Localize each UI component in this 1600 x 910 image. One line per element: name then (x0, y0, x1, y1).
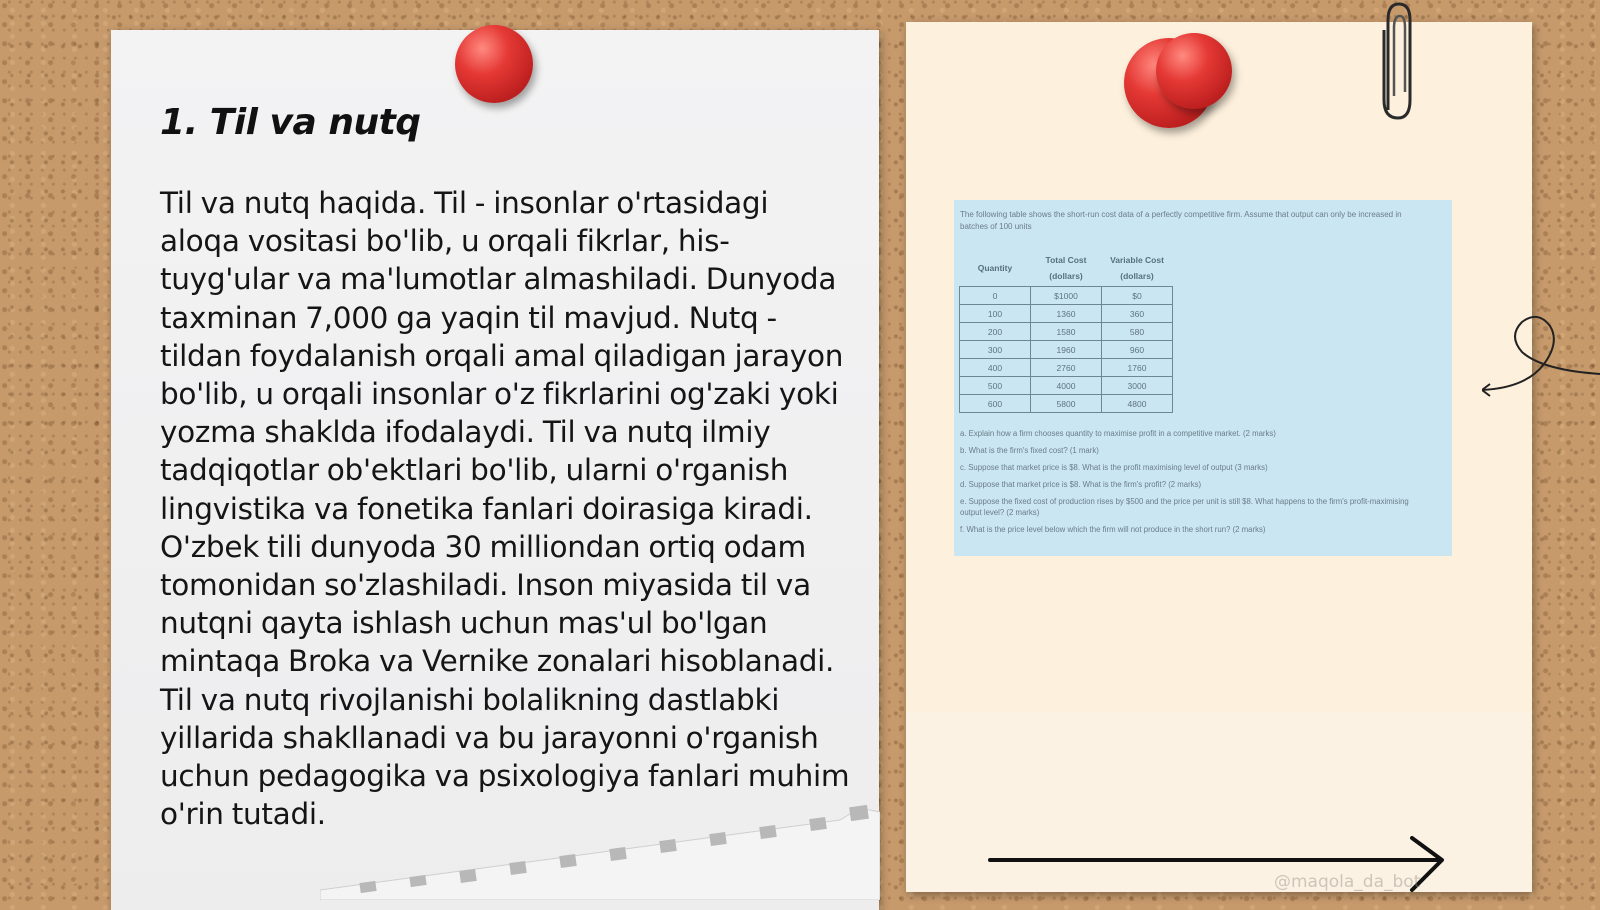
table-row: 300 1960 960 (960, 341, 1173, 359)
table-row: 0 $1000 $0 (960, 287, 1173, 305)
table-header-quantity: Quantity (977, 263, 1013, 273)
note-title: 1. Til va nutq (160, 102, 421, 143)
table-row: 600 5800 4800 (960, 395, 1173, 413)
question-c: c. Suppose that market price is $8. What is the profit maximising level of output (3 marks) (960, 463, 1268, 472)
question-d: d. Suppose that market price is $8. What is the firm's profit? (2 marks) (960, 480, 1202, 489)
red-pushpin-left-icon (455, 25, 533, 103)
table-header-total-cost: Total Cost (dollars) (1045, 255, 1087, 281)
table-row: 200 1580 580 (960, 323, 1173, 341)
cost-table (959, 250, 1173, 413)
loop-arrow-doodle-icon (1482, 310, 1600, 410)
watermark-text: @maqola_da_bot (1274, 872, 1421, 892)
question-b: b. What is the firm's fixed cost? (1 mark) (960, 446, 1099, 455)
table-row: 100 1360 360 (960, 305, 1173, 323)
question-f: f. What is the price level below which the firm will not produce in the short run? (2 marks) (960, 525, 1266, 534)
table-row: 500 4000 3000 (960, 377, 1173, 395)
worksheet-intro: The following table shows the short-run cost data of a perfectly competitive firm. Assume that output can only be increased in batches of 100 units (960, 210, 1402, 231)
red-pushpin-right-front-icon (1156, 33, 1232, 109)
table-header-variable-cost: Variable Cost (dollars) (1110, 255, 1164, 281)
question-e: e. Suppose the fixed cost of production rises by $500 and the price per unit is still $8. What happens to the firm's profit-maximising output level? (2 marks) (960, 497, 1409, 517)
question-a: a. Explain how a firm chooses quantity to maximise profit in a competitive market. (2 marks) (960, 429, 1276, 438)
table-row: 400 2760 1760 (960, 359, 1173, 377)
paperclip-icon (1374, 0, 1420, 124)
torn-paper-strip-icon (320, 800, 880, 900)
worksheet-image (954, 200, 1452, 556)
note-body-text: Til va nutq haqida. Til - insonlar o'rtasidagi aloqa vositasi bo'lib, u orqali fikrlar, his-tuyg'ular va ma'lumotlar almashiladi. Dunyoda taxminan 7,000 ga yaqin til mavjud. Nutq - tildan foydalanish orqali amal qiladigan jarayon bo'lib, u orqali insonlar o'z fikrlarini og'zaki yoki yozma shaklda ifodalaydi. Til va nutq ilmiy tadqiqotlar ob'ektlari bo'lib, ularni o'rganish lingvistika va fonetika fanlari doirasiga kiradi. O'zbek tili dunyoda 30 milliondan ortiq odam tomonidan so'zlashiladi. Inson miyasida til va nutqni qayta ishlash uchun mas'ul bo'lgan mintaqa Broka va Vernike zonalari hisoblanadi. Til va nutq rivojlanishi bolalikning dastlabki yillarida shakllanadi va bu jarayonni o'rganish uchun pedagogika va psixologiya fanlari muhim o'rin tutadi. (160, 186, 850, 832)
